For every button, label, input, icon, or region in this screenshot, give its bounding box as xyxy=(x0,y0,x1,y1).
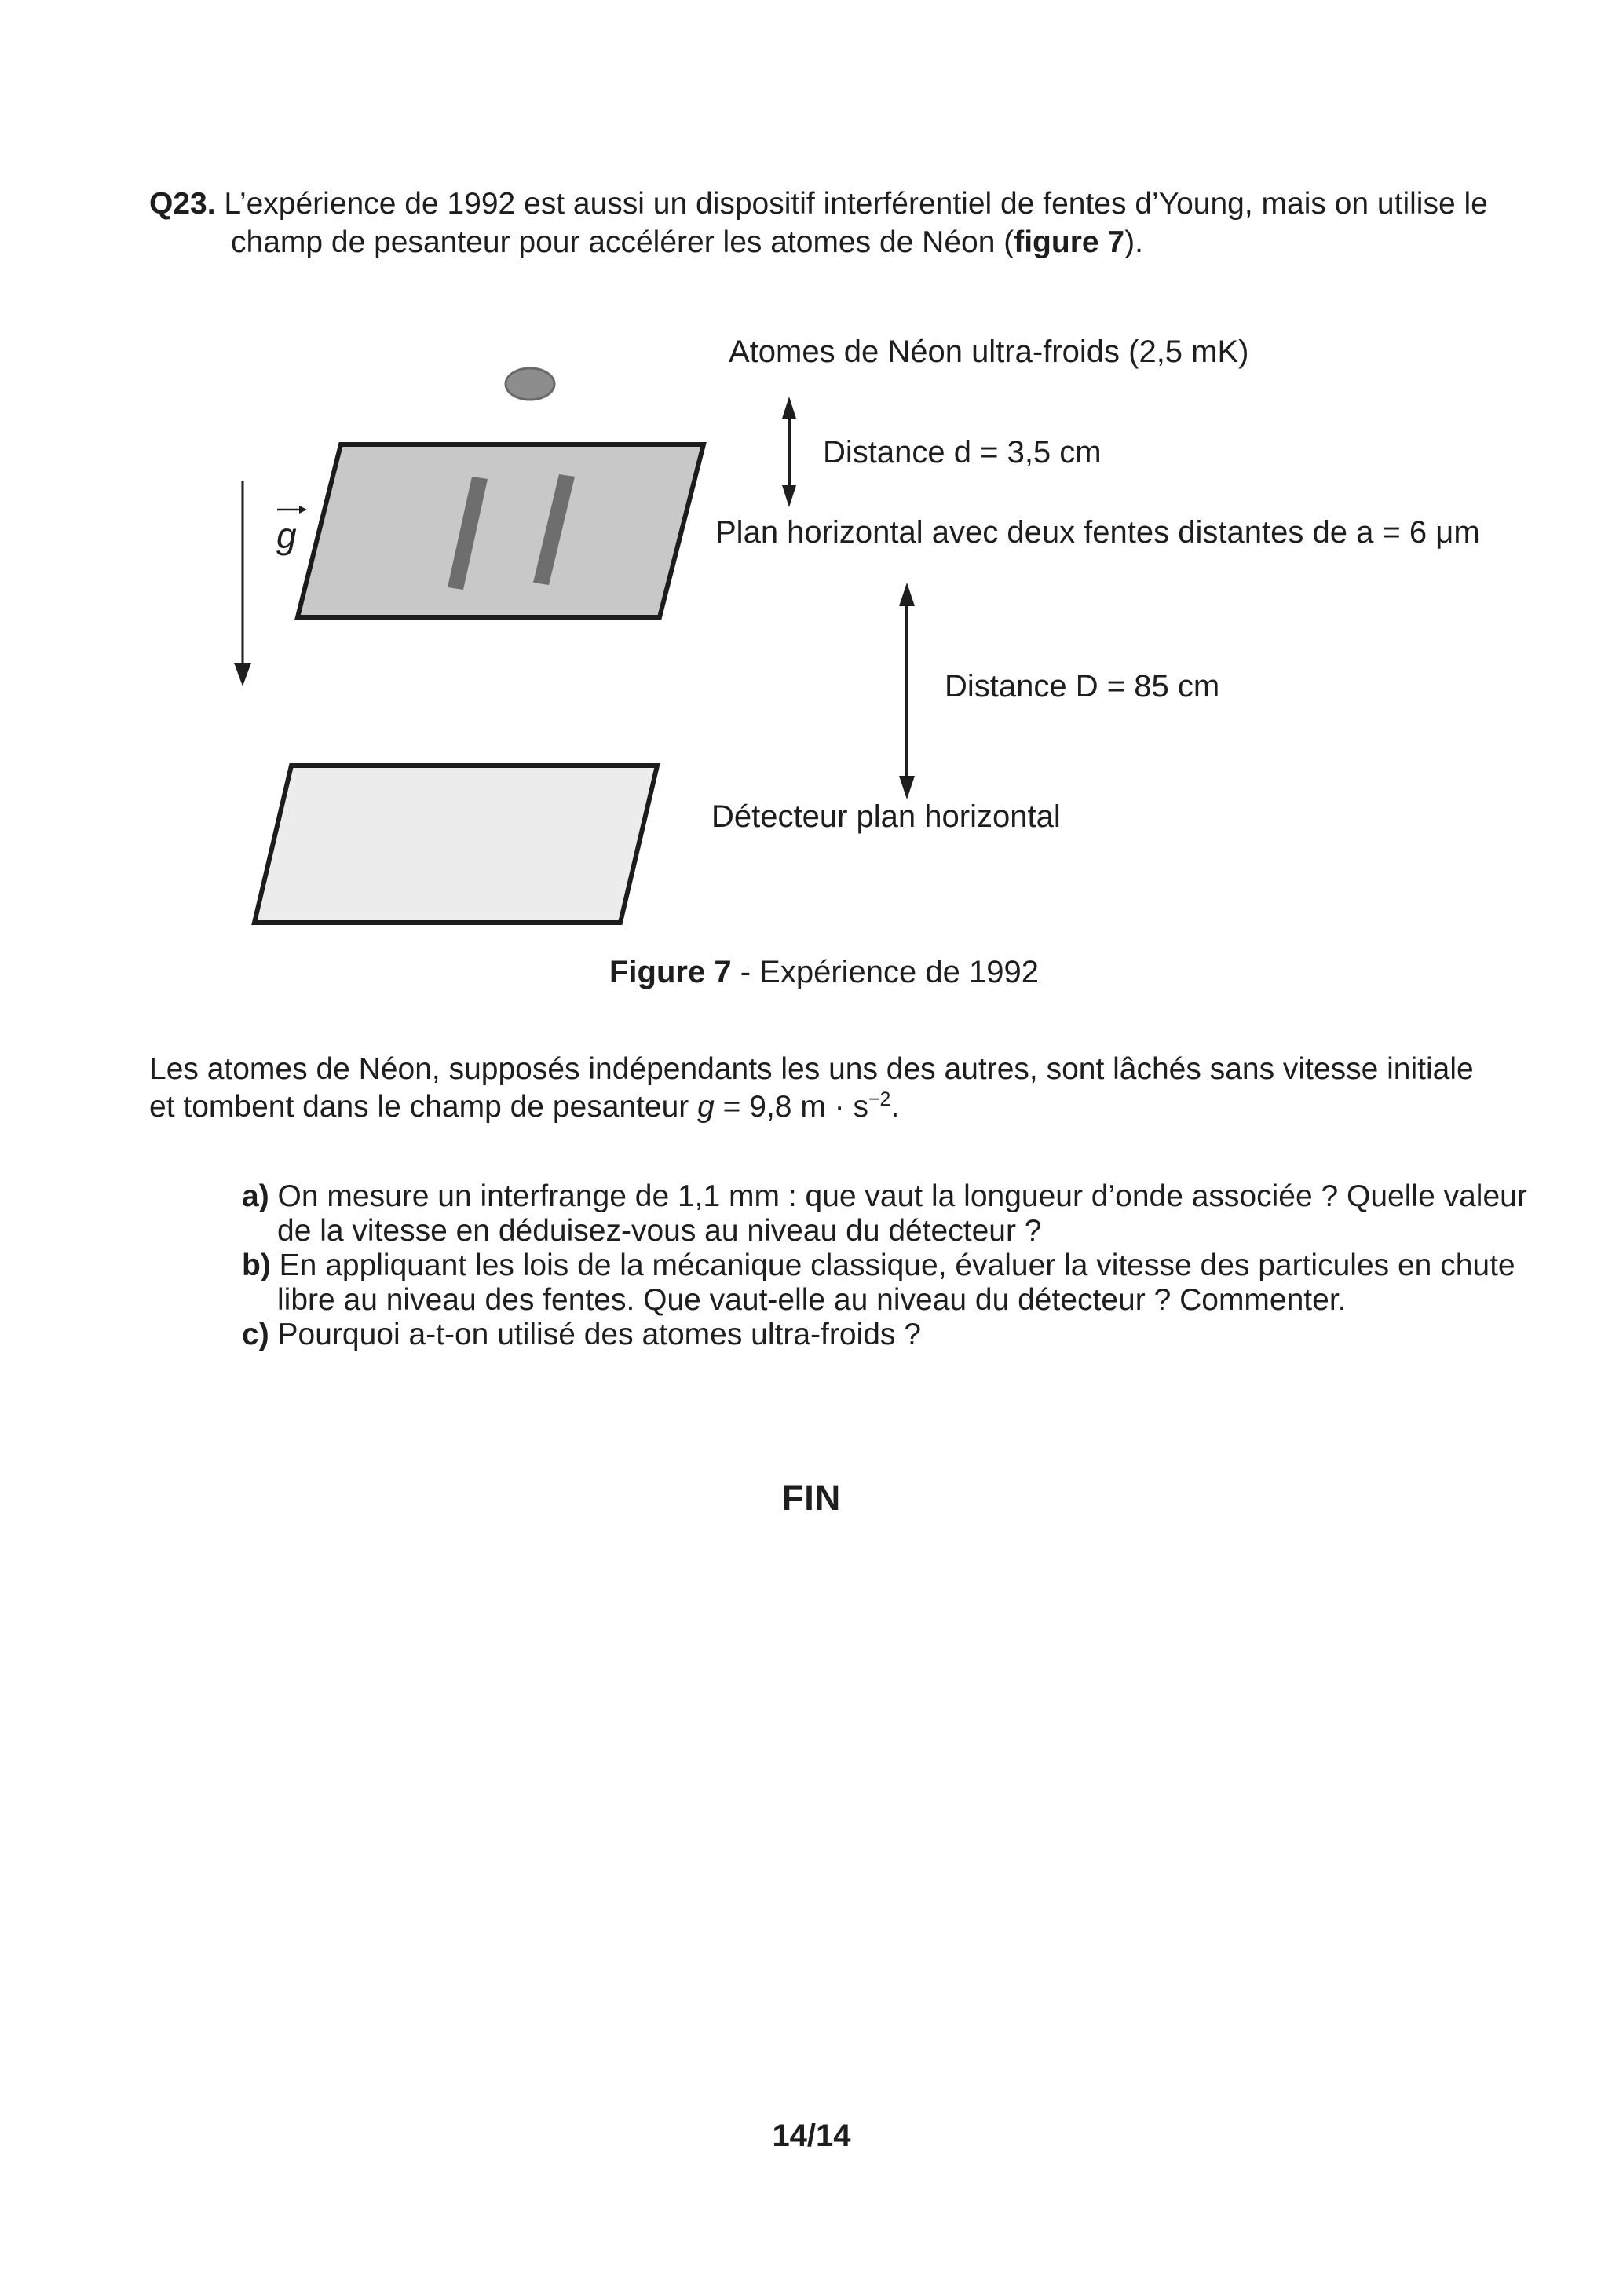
paragraph-line-1: Les atomes de Néon, supposés indépendants les uns des autres, sont lâchés sans vitesse initiale xyxy=(149,1052,1474,1086)
distance-D-arrow xyxy=(899,583,915,799)
subquestion-c-marker: c) xyxy=(242,1318,269,1351)
figure-caption xyxy=(609,953,1039,991)
slit-plane xyxy=(298,444,704,617)
question-line-2-text: champ de pesanteur pour accélérer les atomes de Néon ( xyxy=(231,225,1014,259)
subquestion-b-marker: b) xyxy=(242,1249,271,1282)
label-atoms: Atomes de Néon ultra-froids (2,5 mK) xyxy=(729,335,1249,369)
formula-exponent: −2 xyxy=(868,1088,891,1111)
question-number: Q23. xyxy=(149,187,216,221)
question-line-2 xyxy=(231,224,1143,261)
question-line-1-text: L’expérience de 1992 est aussi un dispositif interférentiel de fentes d’Young, mais on utilise le xyxy=(224,187,1488,221)
gravity-arrow xyxy=(234,481,251,686)
figure-7-diagram xyxy=(0,0,1623,1021)
detector-plane xyxy=(254,766,657,923)
subquestion-c-text: Pourquoi a-t-on utilisé des atomes ultra-froids ? xyxy=(277,1318,921,1351)
g-vector-arrow-icon xyxy=(277,506,307,514)
paragraph-line-2-text: et tombent dans le champ de pesanteur xyxy=(149,1090,698,1124)
figure-caption-number: Figure 7 xyxy=(609,955,732,989)
subquestion-a-marker: a) xyxy=(242,1179,269,1213)
subquestion-a-line-1 xyxy=(242,1178,1527,1215)
figure-caption-text: - Expérience de 1992 xyxy=(731,955,1039,989)
subquestion-b-line-2: libre au niveau des fentes. Que vaut-elle au niveau du détecteur ? Commenter. xyxy=(277,1283,1347,1317)
label-detector: Détecteur plan horizontal xyxy=(711,799,1061,834)
subquestion-a-line-2: de la vitesse en déduisez-vous au niveau du détecteur ? xyxy=(277,1214,1042,1248)
label-distance-d: Distance d = 3,5 cm xyxy=(823,435,1102,470)
figure-reference: figure 7 xyxy=(1014,225,1125,259)
formula-period: . xyxy=(890,1090,900,1124)
question-line-2-end: ). xyxy=(1124,225,1143,259)
neon-atom-source xyxy=(506,368,554,400)
subquestion-a-text-1: On mesure un interfrange de 1,1 mm : que vaut la longueur d’onde associée ? Quelle valeur xyxy=(277,1179,1527,1213)
subquestion-c-line xyxy=(242,1316,921,1353)
question-line-1 xyxy=(149,185,1488,222)
formula-g-symbol: g xyxy=(697,1090,715,1124)
distance-d-arrow xyxy=(782,397,796,507)
formula-value: = 9,8 m · s xyxy=(714,1090,868,1124)
subquestion-b-text-1: En appliquant les lois de la mécanique classique, évaluer la vitesse des particules en chute xyxy=(279,1249,1515,1282)
label-distance-D: Distance D = 85 cm xyxy=(945,669,1220,704)
label-plane: Plan horizontal avec deux fentes distantes de a = 6 μm xyxy=(715,515,1480,550)
page-number: 14/14 xyxy=(772,2119,851,2153)
paragraph-line-2 xyxy=(149,1088,899,1129)
g-vector-label: g xyxy=(276,515,297,556)
subquestion-b-line-1 xyxy=(242,1247,1515,1284)
end-marker: FIN xyxy=(781,1478,842,1518)
